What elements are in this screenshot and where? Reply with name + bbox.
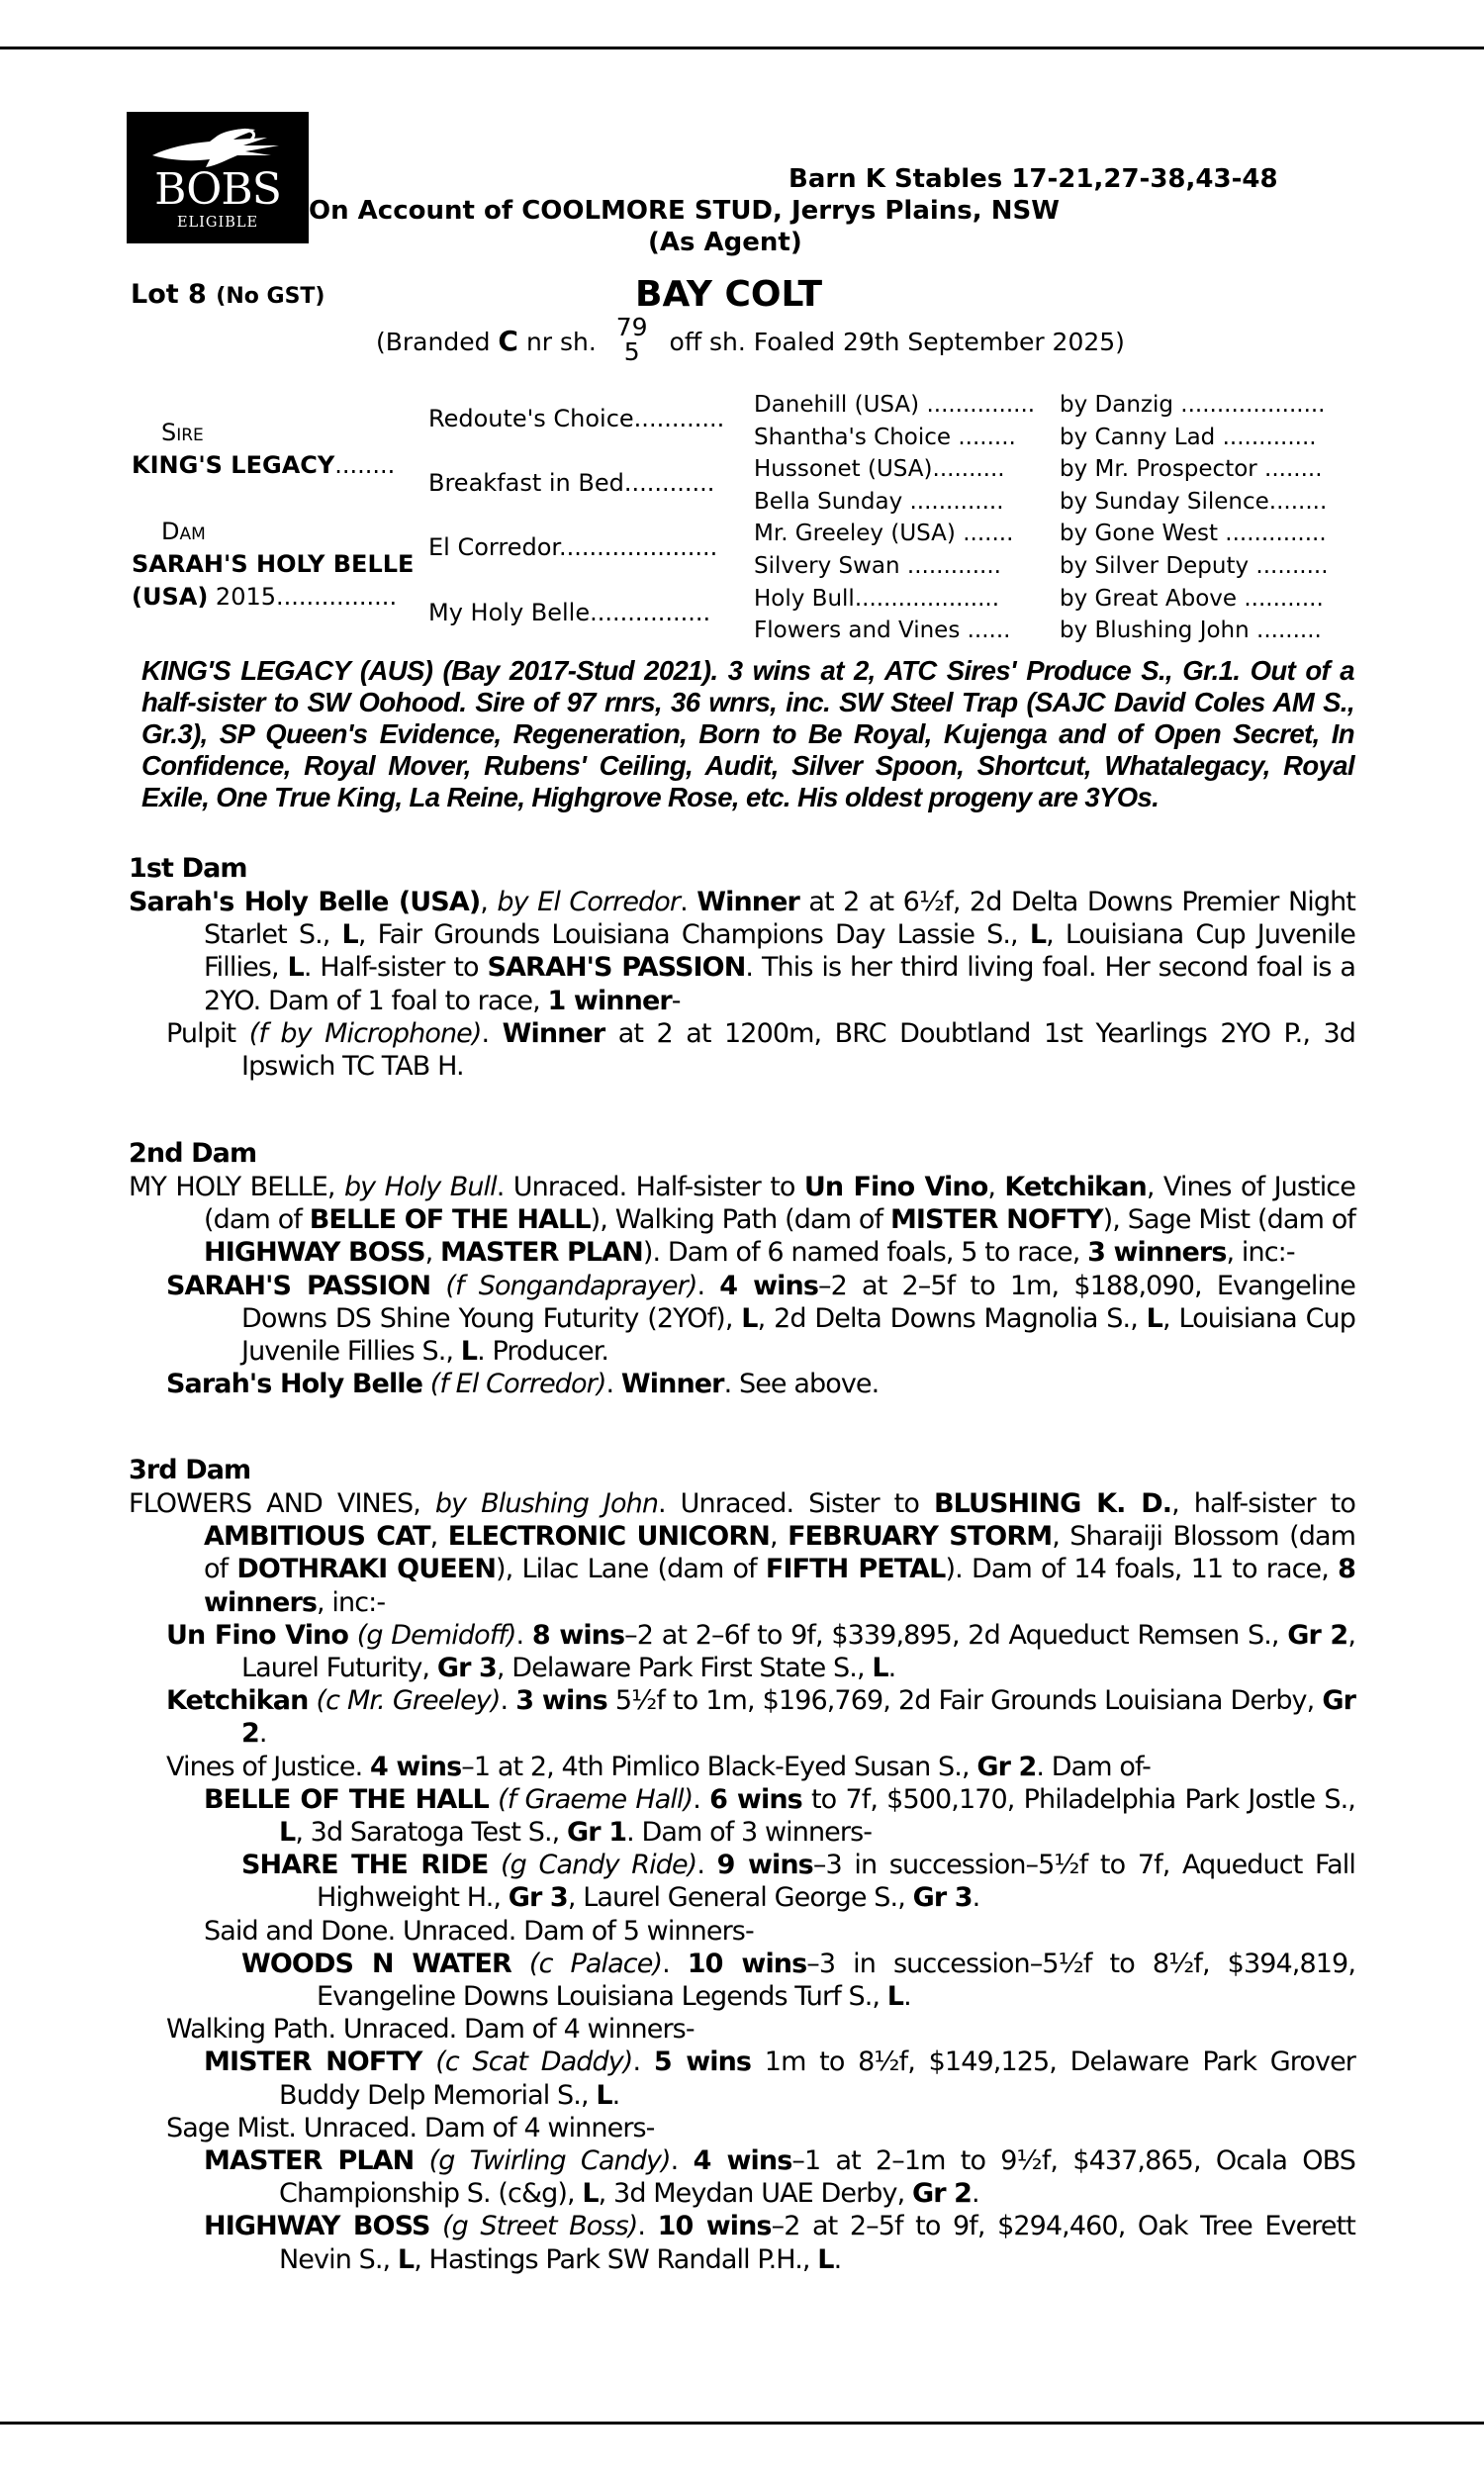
text-run: AMBITIOUS CAT [204, 1521, 430, 1553]
text-run: (c Scat Daddy) [421, 2046, 633, 2078]
brand-foaling-line [376, 313, 1125, 368]
gen4-list [1060, 389, 1329, 647]
text-run: BLUSHING K. D. [933, 1488, 1172, 1519]
text-run: (g Candy Ride) [488, 1850, 697, 1881]
text-run: ELECTRONIC UNICORN [447, 1521, 770, 1553]
text-run: . Unraced. Half-sister to [496, 1172, 804, 1202]
progeny-entry [129, 1619, 1355, 1684]
text-run: Gr 2 [976, 1751, 1037, 1782]
dam-entry [129, 1487, 1355, 1619]
text-run: , half-sister to [1171, 1488, 1355, 1519]
text-run: , Louisiana Cup Juvenile Fillies S., [241, 1302, 1356, 1368]
sire-summary: KING'S LEGACY (AUS) (Bay 2017-Stud 2021). 3 wins at 2, ATC Sires' Produce S., Gr.1. Out of a half-sister to SW Oohood. Sire of 97 rnrs, 36 wnrs, inc. SW Steel Trap (SAJC David Coles AM S., Gr.3), SP Queen's Evidence, Regeneration, Born to Be Royal, Kujenga and of Open Secret, In Confidence, Royal Mover, Rubens' Ceiling, Audit, Silver Spoon, Shortcut, Whatalegacy, Royal Exile, One True King, La Reine, Highgrove Rose, etc. His oldest progeny are 3YOs. [141, 655, 1354, 812]
text-run: Sarah's Holy Belle [166, 1369, 423, 1400]
text-run: . [258, 1718, 267, 1750]
text-run: L [341, 919, 358, 951]
brand-prefix: (Branded [376, 328, 491, 356]
progeny-entry [129, 1849, 1355, 1914]
gen3-item: Shantha's Choice ........ [754, 424, 1016, 450]
text-run: . [632, 2046, 654, 2078]
text-run: , [769, 1521, 788, 1553]
progeny-entry [129, 2210, 1355, 2275]
text-run: 1 winner [547, 985, 672, 1016]
barn-location: Barn K Stables 17-21,27-38,43-48 [788, 164, 1278, 194]
text-run: Pulpit [166, 1017, 249, 1049]
text-run: 10 wins [687, 1948, 807, 1979]
text-run: Ketchikan [166, 1685, 309, 1717]
dam-label [132, 517, 206, 546]
text-run: –3 in succession–5½f to 7f, Aqueduct Fall Highweight H., [317, 1850, 1355, 1914]
text-run: at 2 at 6½f, 2d Delta Downs Premier Night Starlet S., [204, 887, 1355, 951]
text-run: 4 wins [719, 1270, 819, 1301]
text-run: , Hastings Park SW Randall P.H., [414, 2243, 818, 2275]
text-run: , Sharaiji Blossom (dam of [204, 1521, 1355, 1585]
lot-number [131, 280, 325, 312]
gen4-item: by Gone West .............. [1060, 521, 1327, 547]
text-run: , [424, 1237, 441, 1269]
gen3-item: Danehill (USA) ............... [754, 392, 1036, 418]
text-run: (g Street Boss) [429, 2211, 638, 2242]
brand-mark-icon: C [498, 325, 518, 357]
text-run: by El Corredor [497, 887, 681, 917]
dam-name [132, 549, 414, 579]
text-run: . [662, 1948, 688, 1979]
text-run: , 3d Meydan UAE Derby, [598, 2178, 912, 2210]
text-run: . [611, 2079, 620, 2111]
text-run: 8 winners [204, 1554, 1355, 1618]
text-run: –2 at 2–5f to 1m, $188,090, Evangeline Downs DS Shine Young Futurity (2YOf), [241, 1270, 1355, 1334]
text-run: Un Fino Vino [166, 1619, 349, 1651]
text-run: , Vines of Justice (dam of [204, 1172, 1355, 1236]
text-run: , Laurel General George S., [567, 1882, 913, 1914]
text-run: L [582, 2178, 599, 2210]
text-run: L [279, 1817, 296, 1849]
text-run: –2 at 2–5f to 9f, $294,460, Oak Tree Everett Nevin S., [279, 2211, 1355, 2275]
second-dam-section [129, 1137, 1355, 1400]
text-run: –2 at 2–6f to 9f, $339,895, 2d Aqueduct Remsen S., [624, 1619, 1288, 1651]
gen4-item: by Sunday Silence........ [1060, 488, 1328, 515]
text-run: . [887, 1653, 896, 1684]
text-run: L [596, 2079, 612, 2111]
text-run: . Producer. [477, 1336, 609, 1368]
text-run: DOTHRAKI QUEEN [236, 1554, 497, 1585]
gen3-item: Bella Sunday ............. [754, 488, 1004, 515]
logo-text-eligible: ELIGIBLE [176, 215, 259, 231]
text-run: 6 wins [709, 1783, 802, 1815]
text-run: BELLE OF THE HALL [204, 1783, 489, 1815]
text-run: L [741, 1302, 758, 1334]
text-run: L [886, 1981, 904, 2013]
text-run: SARAH'S PASSION [166, 1270, 431, 1301]
text-run: FIFTH PETAL [765, 1554, 946, 1585]
gen2-dam-sire: El Corredor..................... [428, 533, 718, 561]
text-run: Winner [620, 1369, 724, 1400]
text-run: - [671, 985, 681, 1016]
text-run: (f Songandaprayer) [430, 1270, 697, 1301]
text-run: HIGHWAY BOSS [204, 1237, 425, 1269]
text-run: Gr 2 [911, 2178, 973, 2210]
gen4-item: by Great Above ........... [1060, 585, 1324, 612]
text-run: L [397, 2243, 415, 2275]
text-run: 8 wins [531, 1619, 625, 1651]
text-run: , Laurel Futurity, [241, 1619, 1355, 1684]
text-run: 10 wins [657, 2211, 772, 2242]
text-run: Gr 2 [241, 1685, 1356, 1750]
sire-name-text: KING'S LEGACY [132, 451, 335, 479]
sire-dots: ........ [334, 451, 396, 479]
text-run: , [413, 1488, 435, 1519]
text-run: . See above. [723, 1369, 880, 1400]
sire-name [132, 450, 395, 480]
text-run: , [987, 1172, 1005, 1202]
bottom-rule [0, 2422, 1484, 2425]
text-run: . [481, 1017, 503, 1049]
text-run: . Half-sister to [303, 952, 488, 984]
gen3-item: Flowers and Vines ...... [754, 618, 1011, 644]
progeny-entry [129, 1751, 1355, 1783]
text-run: MASTER PLAN [440, 1237, 643, 1269]
text-run: BELLE OF THE HALL [309, 1204, 591, 1236]
progeny-entry [129, 1948, 1355, 2013]
text-run: MASTER PLAN [204, 2145, 415, 2177]
progeny-entry [129, 2013, 1355, 2046]
progeny-entry [129, 1783, 1355, 1849]
dam-origin-year [132, 582, 397, 612]
text-run: (f Graeme Hall) [488, 1783, 694, 1815]
text-run: L [817, 2243, 834, 2275]
text-run: FLOWERS AND VINES [129, 1488, 414, 1519]
text-run: Sage Mist. Unraced. Dam of 4 winners- [166, 2112, 655, 2143]
text-run: ), Lilac Lane (dam of [496, 1554, 766, 1585]
text-run: HIGHWAY BOSS [204, 2211, 430, 2242]
text-run: Winner [696, 887, 799, 917]
text-run: , [326, 1172, 344, 1202]
gen3-item: Mr. Greeley (USA) ....... [754, 521, 1014, 547]
text-run: by Blushing John [434, 1488, 659, 1519]
text-run: ). Dam of 6 named foals, 5 to race, [642, 1237, 1088, 1269]
text-run: Said and Done. Unraced. Dam of 5 winners- [204, 1915, 754, 1947]
text-run: . [696, 1850, 717, 1881]
text-run: , Fair Grounds Louisiana Champions Day Lassie S., [357, 919, 1030, 951]
lot-label: Lot 8 [131, 279, 207, 310]
progeny-entry [129, 2112, 1355, 2144]
progeny-entry [129, 1017, 1355, 1083]
text-run: . [972, 1882, 980, 1914]
text-run: 5½f to 1m, $196,769, 2d Fair Grounds Louisiana Derby, [606, 1685, 1323, 1717]
dam-name-text: SARAH'S HOLY BELLE [132, 550, 415, 578]
text-run: , 3d Saratoga Test S., [295, 1817, 568, 1849]
text-run: . [500, 1685, 516, 1717]
dam-entry [129, 886, 1355, 1017]
gen4-item: by Canny Lad ............. [1060, 424, 1317, 450]
sire-label [132, 418, 204, 447]
brand-num-top: 79 [615, 313, 648, 341]
text-run: SHARE THE RIDE [241, 1850, 489, 1881]
text-run: Gr 3 [508, 1882, 568, 1914]
text-run: –1 at 2, 4th Pimlico Black-Eyed Susan S., [461, 1751, 977, 1782]
text-run: 4 wins [693, 2145, 792, 2177]
gen2-sire-dam: Breakfast in Bed............ [428, 469, 715, 497]
third-dam-section [129, 1454, 1355, 2276]
text-run: (c Palace) [510, 1948, 663, 1979]
section-heading: 1st Dam [129, 853, 247, 884]
text-run: (f by Microphone) [248, 1017, 482, 1049]
text-run: Gr 3 [912, 1882, 973, 1914]
bobs-eligible-logo [127, 112, 309, 243]
text-run: to 7f, $500,170, Philadelphia Park Jostle S., [801, 1783, 1355, 1815]
gen4-item: by Mr. Prospector ........ [1060, 456, 1323, 483]
colour-sex: BAY COLT [635, 274, 823, 315]
section-heading: 2nd Dam [129, 1138, 257, 1169]
text-run: . [605, 1369, 621, 1400]
gen3-item: Hussonet (USA).......... [754, 456, 1005, 483]
top-rule [0, 47, 1484, 49]
text-run: Walking Path. Unraced. Dam of 4 winners- [166, 2014, 695, 2046]
gen4-item: by Danzig .................... [1060, 392, 1326, 418]
text-run: SARAH'S PASSION [487, 952, 746, 984]
text-run: . [637, 2211, 658, 2242]
text-run: MISTER NOFTY [204, 2046, 422, 2078]
text-run: L [872, 1653, 888, 1684]
text-run: MISTER NOFTY [889, 1204, 1103, 1236]
text-run: L [287, 952, 304, 984]
text-run: . Unraced. Sister to [658, 1488, 934, 1519]
text-run: Vines of Justice. [166, 1751, 371, 1782]
text-run: . [515, 1619, 532, 1651]
text-run: –3 in succession–5½f to 8½f, $394,819, Evangeline Downs Louisiana Legends Turf S., [317, 1948, 1355, 2013]
text-run: 9 wins [716, 1850, 813, 1881]
text-run: 3 winners [1087, 1237, 1227, 1269]
brand-mid: nr sh. [525, 328, 597, 356]
text-run: 5 wins [653, 2046, 752, 2078]
text-run: . Dam of- [1036, 1751, 1151, 1782]
progeny-entry [129, 1915, 1355, 1948]
gen3-item: Holy Bull.................... [754, 585, 1000, 612]
text-run: FEBRUARY STORM [788, 1521, 1053, 1553]
text-run: . [903, 1981, 911, 2013]
agent-note: (As Agent) [648, 228, 802, 257]
text-run: , inc:- [1226, 1237, 1295, 1269]
text-run: –1 at 2–1m to 9½f, $437,865, Ocala OBS Championship S. (c&g), [279, 2145, 1355, 2210]
text-run: (c Mr. Greeley) [308, 1685, 501, 1717]
logo-text-bobs: BOBS [154, 164, 281, 215]
text-run: L [460, 1336, 478, 1368]
text-run: . [693, 1783, 710, 1815]
text-run: Sarah's Holy Belle (USA) [129, 887, 481, 917]
dam-year: 2015................ [208, 583, 398, 611]
text-run: at 2 at 1200m, BRC Doubtland 1st Yearlings 2YO P., 3d Ipswich TC TAB H. [241, 1017, 1355, 1083]
gst-note: (No GST) [216, 284, 325, 309]
progeny-entry [129, 1684, 1355, 1750]
progeny-entry [129, 2046, 1355, 2111]
text-run: Gr 3 [436, 1653, 497, 1684]
text-run: WOODS N WATER [241, 1948, 511, 1979]
brand-number [616, 315, 648, 364]
gen4-item: by Blushing John ......... [1060, 618, 1322, 644]
text-run: Ketchikan [1004, 1172, 1147, 1202]
text-run: (f El Corredor) [422, 1369, 606, 1400]
text-run: . This is her third living foal. Her second foal is a 2YO. Dam of 1 foal to race, [204, 952, 1355, 1016]
dam-label-text: Dam [161, 518, 206, 545]
text-run: (g Demidoff) [348, 1619, 516, 1651]
text-run: . [972, 2178, 979, 2210]
brand-num-bottom: 5 [623, 337, 640, 366]
text-run: (g Twirling Candy) [414, 2145, 671, 2177]
text-run: , Delaware Park First State S., [496, 1653, 873, 1684]
text-run: 3 wins [515, 1685, 607, 1717]
dam-entry [129, 1171, 1355, 1270]
sire-label-text: Sire [161, 419, 204, 446]
text-run: Un Fino Vino [803, 1172, 988, 1202]
progeny-entry [129, 2144, 1355, 2210]
gen2-sire-sire: Redoute's Choice............ [428, 405, 725, 432]
progeny-entry [129, 1270, 1355, 1369]
brand-suffix: off sh. Foaled 29th September 2025) [669, 328, 1125, 356]
section-heading: 3rd Dam [129, 1455, 251, 1485]
gen3-list [754, 389, 1035, 647]
text-run: by Holy Bull [343, 1172, 497, 1202]
text-run: , 2d Delta Downs Magnolia S., [757, 1302, 1147, 1334]
text-run: . [833, 2243, 842, 2275]
text-run: L [1146, 1302, 1162, 1334]
text-run: MY HOLY BELLE [129, 1172, 327, 1202]
text-run: , [429, 1521, 448, 1553]
first-dam-section [129, 852, 1355, 1083]
text-run: , [480, 887, 498, 917]
text-run: ), Walking Path (dam of [590, 1204, 890, 1236]
text-run: Gr 2 [1287, 1619, 1348, 1651]
gen2-dam-dam: My Holy Belle................ [428, 599, 711, 626]
dam-origin: (USA) [132, 583, 209, 611]
text-run: . [680, 887, 697, 917]
gen3-item: Silvery Swan ............. [754, 552, 1001, 579]
horse-head-icon [148, 126, 287, 169]
gen4-item: by Silver Deputy .......... [1060, 552, 1329, 579]
text-run: Gr 1 [567, 1817, 627, 1849]
text-run: 4 wins [370, 1751, 462, 1782]
text-run: ), Sage Mist (dam of [1102, 1204, 1355, 1236]
text-run: , inc:- [317, 1586, 386, 1618]
text-run: 1m to 8½f, $149,125, Delaware Park Grover Buddy Delp Memorial S., [279, 2046, 1355, 2111]
text-run: ). Dam of 14 foals, 11 to race, [945, 1554, 1339, 1585]
text-run: . Dam of 3 winners- [626, 1817, 873, 1849]
vendor-account: On Account of COOLMORE STUD, Jerrys Plains, NSW [309, 196, 1060, 226]
progeny-entry [129, 1368, 1355, 1400]
text-run: . [696, 1270, 720, 1301]
text-run: . [670, 2145, 694, 2177]
text-run: L [1029, 919, 1047, 951]
text-run: Winner [502, 1017, 605, 1049]
text-run: , Louisiana Cup Juvenile Fillies, [204, 919, 1355, 984]
